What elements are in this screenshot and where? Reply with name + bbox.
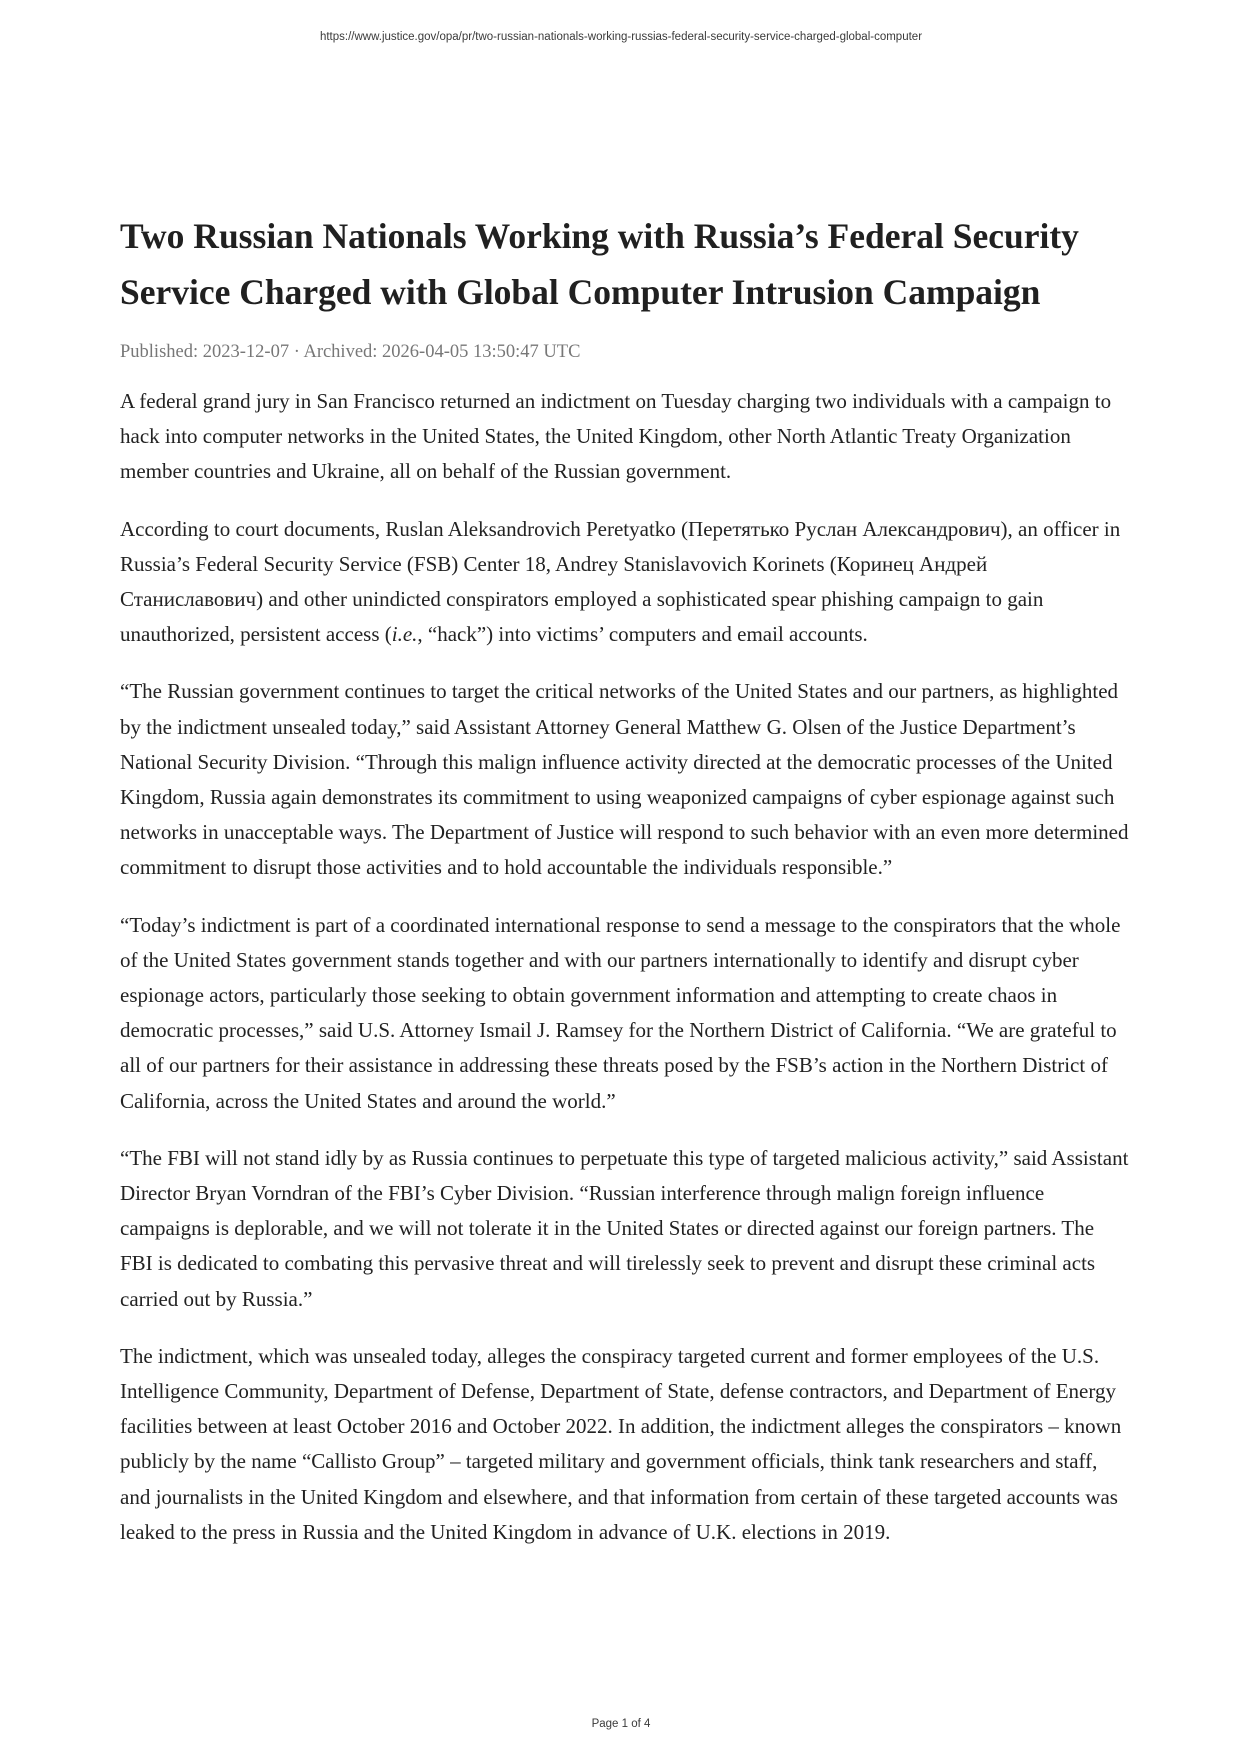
source-url: https://www.justice.gov/opa/pr/two-russian-nationals-working-russias-federal-security-service-charged-global-computer: [319, 31, 923, 43]
court-text-start: According to court documents, Ruslan Aleksandrovich Peretyatko (Перетятько Руслан Александрович), an officer in Russia’s Federal Security Service (FSB) Center 18, Andrey Stanislavovich Korinets (Коринец Андрей Станиславович) and other unindicted conspirators employed a sophisticated spear phishing campaign to gain unauthorized, persistent access (: [120, 516, 1121, 647]
article-title: Two Russian Nationals Working with Russia’s Federal Security Service Charged with Global Computer Intrusion Campaign: [120, 216, 1079, 312]
paragraph-ramsey-quote: “Today’s indictment is part of a coordinated international response to send a message to the conspirators that the whole of the United States government stands together and with our partners internationally to identify and disrupt cyber espionage actors, particularly those seeking to obtain government information and attempting to create chaos in democratic processes,” said U.S. Attorney Ismail J. Ramsey for the Northern District of California. “We are grateful to all of our partners for their assistance in addressing these threats posed by the FSB’s action in the Northern District of California, across the United States and around the world.”: [120, 912, 1121, 1113]
article-meta: Published: 2023-12-07 · Archived: 2026-04-05 13:50:47 UTC: [120, 342, 581, 362]
article-body: [120, 384, 1130, 1550]
paragraph-intro: A federal grand jury in San Francisco returned an indictment on Tuesday charging two individuals with a campaign to hack into computer networks in the United States, the United Kingdom, other North Atlantic Treaty Organization member countries and Ukraine, all on behalf of the Russian government.: [120, 389, 1112, 484]
court-text-end: , “hack”) into victims’ computers and email accounts.: [417, 622, 868, 647]
paragraph-olsen-quote: “The Russian government continues to target the critical networks of the United States and our partners, as highlighted by the indictment unsealed today,” said Assistant Attorney General Matthew G. Olsen of the Justice Department’s National Security Division. “Through this malign influence activity directed at the democratic processes of the United Kingdom, Russia again demonstrates its commitment to using weaponized campaigns of cyber espionage against such networks in unacceptable ways. The Department of Justice will respond to such behavior with an even more determined commitment to disrupt those activities and to hold accountable the individuals responsible.”: [120, 679, 1129, 880]
paragraph-indictment-details: The indictment, which was unsealed today, alleges the conspiracy targeted current and former employees of the U.S. Intelligence Community, Department of Defense, Department of State, defense contractors, and Department of Energy facilities between at least October 2016 and October 2022. In addition, the indictment alleges the conspirators – known publicly by the name “Callisto Group” – targeted military and government officials, think tank researchers and staff, and journalists in the United Kingdom and elsewhere, and that information from certain of these targeted accounts was leaked to the press in Russia and the United Kingdom in advance of U.K. elections in 2019.: [120, 1343, 1122, 1544]
page-number: Page 1 of 4: [591, 1718, 651, 1730]
article: [120, 208, 1130, 1572]
court-text-italic: i.e.: [391, 622, 418, 647]
paragraph-court-documents: [120, 512, 1130, 653]
paragraph-vorndran-quote: “The FBI will not stand idly by as Russia continues to perpetuate this type of targeted malicious activity,” said Assistant Director Bryan Vorndran of the FBI’s Cyber Division. “Russian interference through malign foreign influence campaigns is deplorable, and we will not tolerate it in the United States or directed against our foreign partners. The FBI is dedicated to combating this pervasive threat and will tirelessly seek to prevent and disrupt these criminal acts carried out by Russia.”: [120, 1145, 1129, 1311]
